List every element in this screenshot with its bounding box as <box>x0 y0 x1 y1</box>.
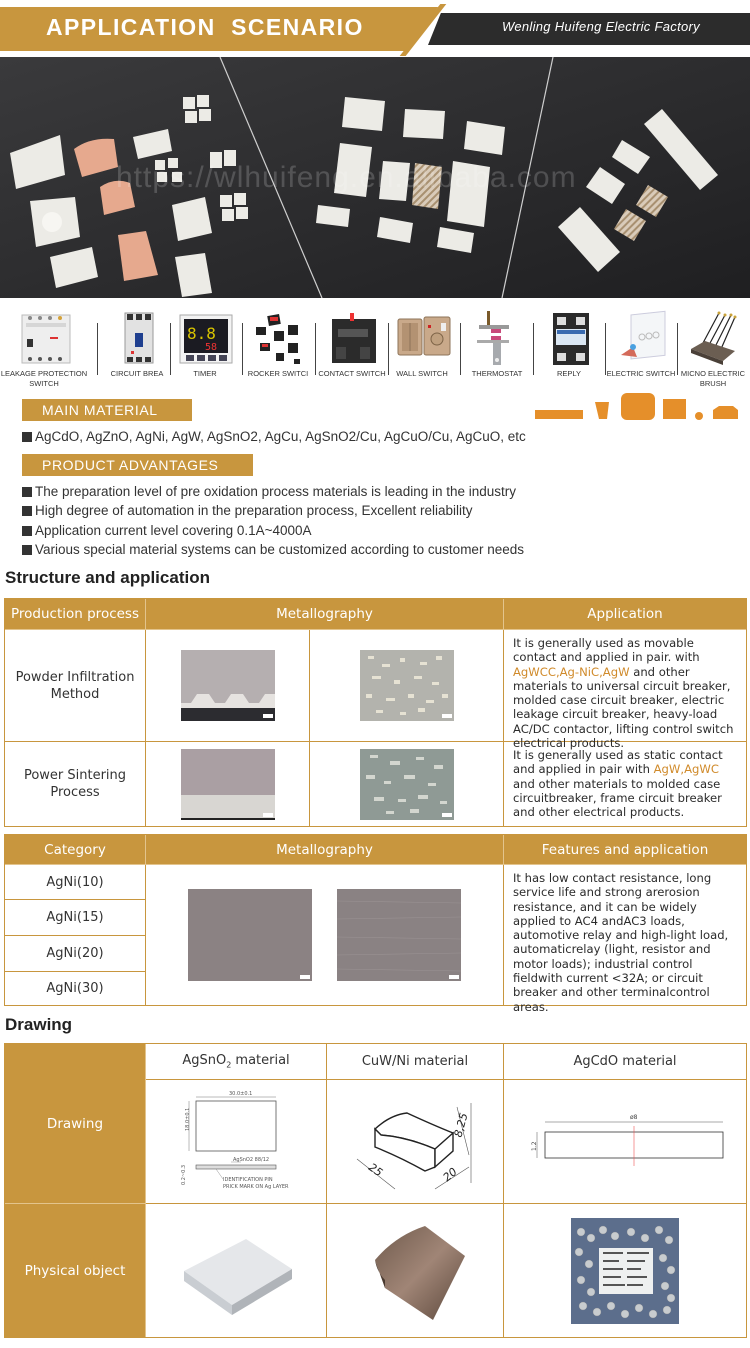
structure-table <box>4 598 747 827</box>
advantage-text: Application current level covering 0.1A~4000A <box>35 523 312 538</box>
category-row: AgNi(15) <box>5 900 146 936</box>
main-material-text: AgCdO, AgZnO, AgNi, AgW, AgSnO2, AgCu, AgSnO2/Cu, AgCuO/Cu, AgCuO, etc <box>35 429 526 444</box>
product-advantages-heading: PRODUCT ADVANTAGES <box>22 454 253 476</box>
dim-diameter: ø8 <box>630 1113 638 1121</box>
agcdo-photo-cell <box>504 1204 746 1337</box>
agsno2-photo-cell <box>146 1204 327 1337</box>
category-row: AgNi(30) <box>5 972 146 1005</box>
category-row: AgNi(10) <box>5 865 146 900</box>
timer-icon <box>175 309 235 367</box>
application-text-part: and other materials to universal circuit breaker, molded case circuit breaker, electric leakage circuit breaker, heavy-load AC/DC contactor, lifting control switch electrical products. <box>513 664 734 751</box>
agsno2-technical-drawing <box>161 1087 311 1197</box>
main-material-list <box>22 429 526 444</box>
row-label-physical-object: Physical object <box>5 1204 146 1337</box>
column-agsno2 <box>146 1044 327 1080</box>
page-title: APPLICATION SCENARIO <box>46 14 364 40</box>
header-category: Category <box>5 835 146 865</box>
header-features: Features and application <box>504 835 746 865</box>
cuw-photo-cell <box>327 1204 504 1337</box>
electric-brush-icon <box>683 309 743 367</box>
micrograph-image <box>188 889 312 981</box>
bullet-square-icon <box>22 506 32 516</box>
svg-text:8.8: 8.8 <box>187 324 216 343</box>
features-text: It has low contact resistance, long service life and strong arerosion resistance, and it can be widely applied to AC4 andAC3 loads, automotive relay and high-light load, automaticrelay (light, resistor and motor loads); industrial control fieldwith current <32A; or circuit breaker and other terminalcontrol areas. <box>513 871 729 1014</box>
micrograph-image <box>337 889 461 981</box>
advantage-text: The preparation level of pre oxidation process materials is leading in the industry <box>35 484 517 499</box>
micrograph-image <box>360 650 454 721</box>
header-metallography: Metallography <box>146 599 504 630</box>
product-label: CIRCUIT BREA <box>110 369 164 378</box>
product-label: TIMER <box>193 369 217 378</box>
agcdo-technical-drawing <box>525 1102 725 1182</box>
product-item[interactable] <box>0 305 88 395</box>
agcdo-physical-object-image <box>571 1218 679 1324</box>
bullet-square-icon <box>22 432 32 442</box>
header-application: Application <box>504 599 746 630</box>
product-strip <box>0 305 750 395</box>
category-row: AgNi(20) <box>5 936 146 972</box>
product-label: CONTACT SWITCH <box>318 369 386 378</box>
relay-icon <box>539 309 599 367</box>
product-item[interactable] <box>165 305 245 395</box>
contact-shapes-graphic <box>533 390 743 424</box>
product-item[interactable] <box>312 305 392 395</box>
metallography-cell <box>146 865 504 1005</box>
advantage-item <box>22 542 524 557</box>
column-agsno2-label: AgSnO <box>182 1053 227 1069</box>
product-label: LEAKAGE PROTECTION SWITCH <box>0 369 88 388</box>
header-banner <box>0 0 750 58</box>
row-label-drawing: Drawing <box>5 1044 146 1204</box>
leakage-protection-switch-icon <box>14 309 74 367</box>
application-text <box>504 742 746 826</box>
drawing-table <box>4 1043 747 1338</box>
bullet-square-icon <box>22 487 32 497</box>
watermark-text: https://wlhuifeng.en.alibaba.com <box>116 161 577 194</box>
column-agsno2-suffix: material <box>231 1053 290 1069</box>
structure-section-title: Structure and application <box>5 568 210 587</box>
layer-label: AgSnO2 88/12 <box>233 1156 270 1163</box>
advantage-item <box>22 484 516 499</box>
cuw-drawing-cell <box>327 1080 504 1204</box>
cuw-technical-drawing <box>345 1087 485 1197</box>
bullet-square-icon <box>22 545 32 555</box>
header-production-process: Production process <box>5 599 146 630</box>
svg-text:58: 58 <box>205 342 218 353</box>
thermostat-icon <box>467 309 527 367</box>
metallography-cell <box>146 630 310 742</box>
application-text-part: It is generally used as static contact and applied in pair with <box>513 748 723 777</box>
micrograph-image <box>181 650 275 721</box>
product-label: ELECTRIC SWITCH <box>606 369 676 378</box>
hero-contacts-photo <box>0 57 750 298</box>
application-highlight: AgWCC,Ag-NiC,AgW <box>513 664 630 679</box>
micrograph-image <box>360 749 454 820</box>
factory-name: Wenling Huifeng Electric Factory <box>502 19 700 34</box>
agsno2-physical-object-image <box>176 1221 296 1321</box>
column-agcdo: AgCdO material <box>504 1044 746 1080</box>
contact-switch-icon <box>322 309 382 367</box>
advantage-item <box>22 523 312 538</box>
application-text <box>504 630 746 751</box>
agcdo-drawing-cell <box>504 1080 746 1204</box>
process-name: Power Sintering Process <box>5 742 146 826</box>
micrograph-image <box>181 749 275 820</box>
note-prick-mark: PRICK MARK ON Ag LAYER <box>223 1183 289 1190</box>
category-table <box>4 834 747 1014</box>
product-item[interactable] <box>238 305 318 395</box>
column-cuw-ni: CuW/Ni material <box>327 1044 504 1080</box>
product-item[interactable] <box>457 305 537 395</box>
product-label: MICNO ELECTRIC BRUSH <box>680 369 746 388</box>
product-label: ROCKER SWITCI <box>247 369 309 378</box>
application-text-part: It is generally used as movable contact and applied in pair. with <box>513 636 700 665</box>
metallography-cell <box>310 742 504 826</box>
dim-width: 30.0±0.1 <box>229 1090 253 1097</box>
advantage-text: Various special material systems can be customized according to customer needs <box>35 542 524 557</box>
dim-height: 8,25 <box>451 1111 471 1139</box>
product-label: THERMOSTAT <box>471 369 523 378</box>
circuit-breaker-icon <box>107 309 167 367</box>
electric-switch-icon <box>611 309 671 367</box>
subscript-2: 2 <box>226 1060 232 1070</box>
application-highlight: AgW,AgWC <box>653 762 719 777</box>
dim-thickness: 0.2~0.3 <box>181 1164 187 1185</box>
product-item[interactable] <box>529 305 609 395</box>
note-identification: IDENTIFICATION PIN <box>223 1176 273 1183</box>
metallography-cell <box>146 742 310 826</box>
dim-height: 18.0±0.1 <box>185 1107 191 1131</box>
drawing-section-title: Drawing <box>5 1015 73 1034</box>
product-item[interactable] <box>382 305 462 395</box>
agsno2-drawing-cell <box>146 1080 327 1204</box>
advantage-item <box>22 503 473 518</box>
main-material-heading: MAIN MATERIAL <box>22 399 192 421</box>
application-text-part: and other materials to molded case circuitbreaker, frame circuit breaker and other electrical products. <box>513 776 722 820</box>
bullet-square-icon <box>22 526 32 536</box>
advantage-text: High degree of automation in the preparation process, Excellent reliability <box>35 503 473 518</box>
product-item[interactable] <box>673 305 750 395</box>
rocker-switch-icon <box>248 309 308 367</box>
dim-thickness: 1.2 <box>531 1140 538 1151</box>
product-label: REPLY <box>556 369 582 378</box>
product-label: WALL SWITCH <box>396 369 448 378</box>
wall-switch-icon <box>392 309 452 367</box>
dim-width: 20 <box>440 1164 460 1184</box>
header-metallography: Metallography <box>146 835 504 865</box>
cuw-physical-object-image <box>355 1216 475 1326</box>
dim-length: 25 <box>366 1160 385 1179</box>
metallography-cell <box>310 630 504 742</box>
process-name: Powder Infiltration Method <box>5 630 146 742</box>
